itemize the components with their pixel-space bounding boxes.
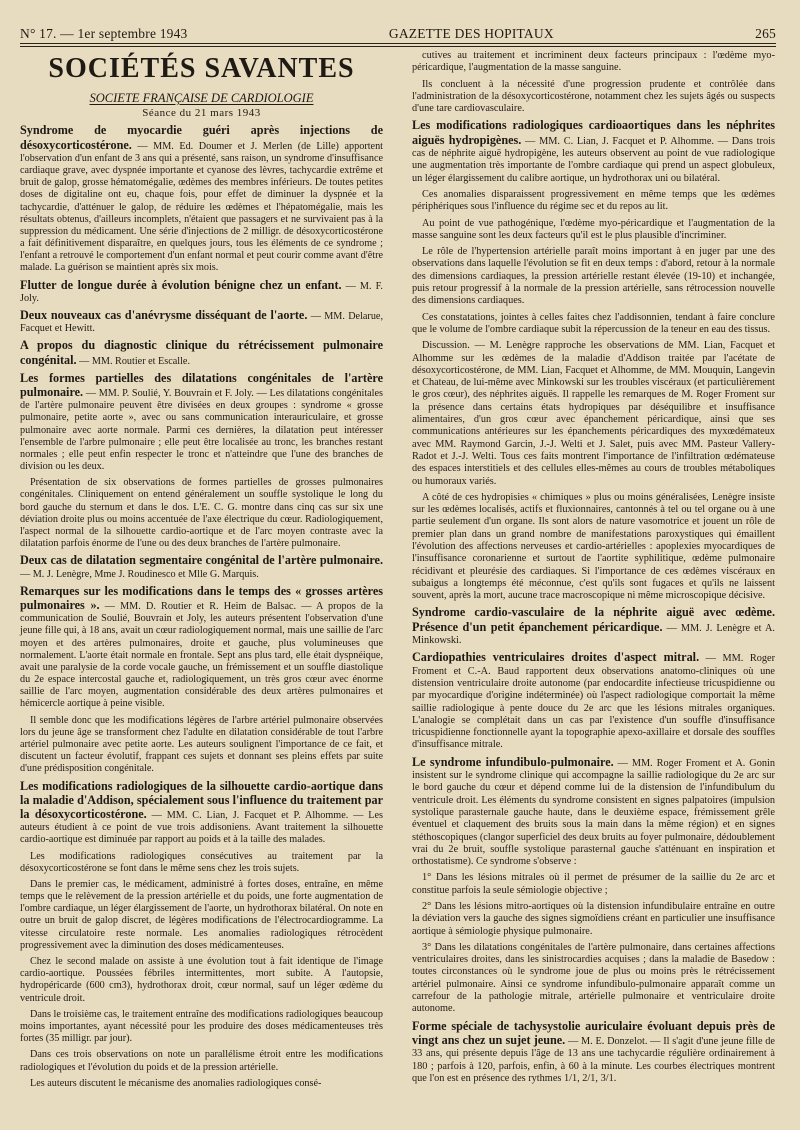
paragraph-text: — MM. C. Lian, J. Facquet et P. Alhomme. — Les auteurs étudient à ce point de vue trois addisoniens. Avant traitement la silhouette cardio-aortique est diminuée par rapport au poids et à la taille des malades. bbox=[20, 809, 384, 846]
paragraph bbox=[20, 554, 383, 580]
communication-title: Les modifications radiologiques cardioaortiques dans les néphrites aiguës hydropigènes. bbox=[412, 118, 775, 147]
paragraph-text: Les modifications radiologiques consécutives au traitement par la désoxycorticostérone se font dans le même sens chez les trois sujets. bbox=[20, 850, 383, 874]
journal-title: GAZETTE DES HOPITAUX bbox=[388, 26, 554, 41]
paragraph-text: Il semble donc que les modifications légères de l'arbre artériel pulmonaire observées lors du jeune âge se transforment chez l'adulte en dilatation considérable de tout l'arbre artériel pulmonaire avec petite aorte. Les auteurs soulignent l'importance de ce fait, et discutent un facteur évolutif, frappant ces sujets et donnant ses pleins effets par suite d'une prédisposition congénitale. bbox=[20, 714, 383, 775]
paragraph bbox=[412, 119, 775, 184]
paragraph bbox=[412, 218, 775, 243]
paragraph bbox=[412, 872, 775, 897]
paragraph-text: Dans le premier cas, le médicament, administré à fortes doses, entraîne, en même temps que le relèvement de la pression artérielle et du poids, une forte augmentation de l'ombre cardiaque, un léger élargissement de l'aorte, un hydrothorax bilatéral. On note en outre un bruit de galop discret, de légères modifications de l'électrocardiogramme. La vitesse circulatoire reste normale. Les anomalies radiologiques rétrocèdent progressivement avec la diminution des doses médicamenteuses. bbox=[20, 878, 383, 951]
paragraph-text: — MM. P. Soulié, Y. Bouvrain et F. Joly. — Les dilatations congénitales de l'artère pulmonaire peuvent être divisées en deux groupes : syndrome « grosse pulmonaire, petite aorte », avec ou sans communication interauriculaire, et grosse pulmonaire avec aorte normale. Parmi ces dernières, la dilatation peut intéresser l'ensemble de l'arbre pulmonaire ; elle peut être localisée au tronc, les branches restant normales ; elle peut enfin respecter le tronc et n'atteindre que l'une des branches de division ou les deux. bbox=[20, 387, 383, 473]
paragraph-text: 1° Dans les lésions mitrales où il permet de présumer de la saillie du 2e arc et constitue parfois la seule sémiologie objective ; bbox=[412, 872, 775, 896]
paragraph bbox=[412, 340, 775, 488]
paragraph-text: 2° Dans les lésions mitro-aortiques où la distension infundibulaire entraîne en outre la déviation vers la gauche des signes sigmoïdiens créant en particulier une insuffisance aortique à sémiologie physique pulmonaire. bbox=[412, 901, 775, 937]
communication-title: Forme spéciale de tachysystolie auriculaire évoluant depuis près de vingt ans chez un sujet jeune. bbox=[412, 1018, 775, 1047]
communication-title: Cardiopathies ventriculaires droites d'aspect mitral. bbox=[412, 650, 700, 665]
paragraph bbox=[20, 339, 383, 367]
paragraph-text: — MM. J. Lenègre et A. Minkowski. bbox=[412, 622, 775, 647]
paragraph bbox=[20, 851, 383, 875]
paragraph-text: Ces anomalies disparaissent progressivement en même temps que les œdèmes périphériques sous l'influence du régime sec et du repos au lit. bbox=[412, 188, 775, 213]
paragraph bbox=[20, 1009, 383, 1046]
paragraph-text: Ces constatations, jointes à celles faites chez l'addisonnien, tendant à faire conclure que le volume de l'ombre cardiaque subit la répercussion de la teneur en eau des tissus. bbox=[412, 311, 775, 335]
paragraph bbox=[20, 372, 383, 474]
paragraph bbox=[20, 585, 383, 711]
communication-title: Les formes partielles des dilatations congénitales de l'artère pulmonaire. bbox=[20, 370, 383, 399]
paragraph-text: — MM. Roger Froment et A. Gonin insistent sur le syndrome clinique qui accompagne la saillie radiologique du 2e arc sur le bord gauche du cœur et dépend comme lui de la distension de l'infundibulum du ventricule droit. Les éléments du syndrome consistent en signes palpatoires (impulsion systolique parasternale gauche haute, dans le deuxième espace, frémissement grêle éventuel et claquement des bruits sous la main dans la même région) et en signes stéthoscopiques (clangor superficiel des deux bruits au foyer pulmonaire, dédoublement vrai du 2e bruit, souffle systolique parasternal gauche s'atténuant en inspiration et orthostatisme). Ce syndrome s'observe : bbox=[412, 757, 776, 868]
paragraph-text: Discussion. — M. Lenègre rapproche les observations de MM. Lian, Facquet et Alhomme sur les œdèmes de la maladie d'Addison traitée par l'acétate de désoxycorticostérone, de MM. Lian, Facquet et Alhomme, de MM. Mouquin, Langevin et Chateau, de lui-même avec Minkowski sur les troubles viscéraux (et particulièrement le gros cœur), des néphrites aiguës. Il rappelle les remarques de M. Roger Froment sur la présence dans certains états hydropiques par déséquilibre et insuffisance alimentaires, d'un gros cœur avec épanchement péricardique, ainsi que ses communications antérieures sur les épanchements péricardiques des myxœdémateux avec MM. Raymond Garcin, J.-J. Welti et J. Salet, puis avec MM. Pasteur Vallery-Radot et J.-J. Welti. Tous ces faits montrent l'importance de l'infiltration œdémateuse des espaces interstitiels et des cellules elles-mêmes au cours de troubles métaboliques ou humoraux variés. bbox=[412, 340, 775, 487]
header-rule bbox=[20, 43, 776, 44]
paragraph-text: Présentation de six observations de formes partielles de grosses pulmonaires congénitales. Cliniquement on entend généralement un souffle systolique le long du bord gauche du sternum et dans le dos. L'E. C. G. montre dans cinq cas sur six une déviation droite plus ou moins accentuée de l'axe électrique du cœur. Radiologiquement, l'aspect normal de la silhouette cardio-aortique et de l'arc moyen contraste avec la dilatation parfois énorme de l'une ou des deux branches de l'artère pulmonaire. bbox=[20, 477, 383, 550]
right-column bbox=[412, 50, 775, 1089]
header-rule-double bbox=[20, 46, 776, 47]
communication-title: Remarques sur les modifications dans le temps des « grosses artères pulmonaires ». bbox=[20, 583, 383, 612]
issue-label: N° 17. — 1er septembre 1943 bbox=[20, 26, 188, 41]
paragraph bbox=[412, 606, 775, 647]
paragraph-text: — MM. Roger Froment et C.-A. Baud rapportent deux observations anatomo-cliniques où une distension ventriculaire droite autonome (par endocardite infectieuse tricuspidienne ou par myocardique d'origine indéterminée) où l'aspect radiologique comportait la même saillie radiologique à pente douce du 2e arc que les lésions mitrales organiques. L'analogie se complétait dans un cas par l'existence d'un souffle d'insuffisance tricuspidienne fonctionnelle ayant la topographie apexo-axillaire et dorsale des souffles d'insuffisance mitrale. bbox=[412, 653, 775, 751]
paragraph bbox=[20, 309, 383, 335]
left-article-list bbox=[20, 124, 383, 1090]
paragraph bbox=[20, 956, 383, 1005]
right-article-list bbox=[412, 50, 775, 1085]
communication-title: Flutter de longue durée à évolution bénigne chez un enfant. bbox=[20, 277, 342, 292]
communication-title: Syndrome cardio-vasculaire de la néphrite aiguë avec œdème. Présence d'un petit épanchement péricardique. bbox=[412, 605, 775, 634]
communication-title: Deux nouveaux cas d'anévrysme disséquant de l'aorte. bbox=[20, 308, 308, 322]
paragraph-text: A côté de ces hydropisies « chimiques » plus ou moins généralisées, Lenègre insiste sur les œdèmes localisés, actifs et fluxionnaires, cantonnés à tel ou tel organe ou à une partie seulement d'un organe. Ils sont alors de nature vasomotrice et jouent un rôle de premier plan dans un grand nombre de manifestations paroxystiques qui émaillent l'évolution des affections nerveuses et cardio-artérielles : apoplexies myocardiques de l'insuffisance coronarienne et surtout de l'aortite syphilitique, œdème pulmonaire récidivant et pleurésie des cardiaques. Si l'importance de ces œdèmes viscéraux en subaigus a longtemps été méconnue, c'est qu'ils sont fugaces et qu'ils ne laissent souvent, après la mort, aucune trace macroscopique ni même microscopique décisive. bbox=[412, 491, 775, 602]
paragraph-text: Dans ces trois observations on note un parallélisme étroit entre les modifications radiologiques et l'évolution du poids et de la pression artérielle. bbox=[20, 1049, 383, 1073]
paragraph-text: Dans le troisième cas, le traitement entraîne des modifications radiologiques beaucoup moins importantes, ayant nécessité pour les produire des doses médicamenteuses très fortes (35 milligr. par jour). bbox=[20, 1008, 383, 1045]
paragraph-text: — M. E. Donzelot. — Il s'agit d'une jeune fille de 33 ans, qui présente depuis l'âge de 13 ans une tachycardie régulière ordinairement à 180 ; parfois à 120, parfois, enfin, à 60 à la minute. Les courbes électriques montrent que l'on est en présence des rythmes 1/1, 2/1, 3/1. bbox=[412, 1035, 775, 1084]
paragraph bbox=[20, 279, 383, 305]
left-column bbox=[20, 50, 383, 1094]
paragraph bbox=[412, 246, 775, 307]
paragraph bbox=[412, 651, 775, 751]
paragraph bbox=[412, 79, 775, 116]
paragraph bbox=[412, 189, 775, 214]
seance-date: Séance du 21 mars 1943 bbox=[142, 107, 261, 120]
paragraph bbox=[412, 50, 775, 75]
paragraph bbox=[412, 492, 775, 603]
paragraph bbox=[20, 1078, 383, 1090]
paragraph-text: Au point de vue pathogénique, l'œdème myo-péricardique et l'augmentation de la masse sanguine sont les deux facteurs qu'il est le plus plausible d'incriminer. bbox=[412, 217, 775, 241]
paragraph-text: — MM. C. Lian, J. Facquet et P. Alhomme. — Dans trois cas de néphrite aiguë hydropigène, les auteurs observent au point de vue radiologique une augmentation très importante de l'ombre cardiaque qui prend un aspect globuleux, un léger élargissement du calibre aortique, un hydrothorax uni ou bilatéral. bbox=[412, 135, 775, 184]
paragraph bbox=[20, 124, 383, 274]
paragraph-text: — MM. D. Routier et R. Heim de Balsac. — A propos de la communication de Soulié, Bouvrain et Joly, les auteurs présentent l'observation d'une jeune fille qui, à 18 ans, avait un cœur radiologiquement normal, mais une saillie de l'arc moyen et des artères pulmonaires, droite et gauche, plus volumineuses que normalement. L'aorte était normale en frontale. Sept ans plus tard, elle était dyspnéique, avait une paralysie de la corde vocale gauche, un frémissement et un souffle diastolique du 2e espace intercostal gauche et, radiologiquement, un très gros cœur avec énorme saillie de l'arc moyen, augmentation considérable des deux artères pulmonaires et hémicercle aortique à peine visible. bbox=[20, 600, 384, 710]
paragraph-text: — M. J. Lenègre, Mme J. Roudinesco et Mlle G. Marquis. bbox=[20, 568, 259, 580]
paragraph-text: cutives au traitement et incriminent deux facteurs principaux : l'œdème myo-péricardique, l'augmentation de la masse sanguine. bbox=[412, 50, 775, 74]
paragraph bbox=[412, 1020, 775, 1085]
paragraph bbox=[20, 1049, 383, 1073]
paragraph bbox=[20, 780, 383, 847]
communication-title: Les modifications radiologiques de la silhouette cardio-aortique dans la maladie d'Addison, spécialement sous l'influence du traitement par la désoxycorticostérone. bbox=[20, 778, 383, 821]
paragraph bbox=[412, 312, 775, 337]
paragraph bbox=[20, 477, 383, 550]
paragraph-text: Ils concluent à la nécessité d'une progression prudente et contrôlée dans l'administration de la désoxycorticostérone, notamment chez les sujets âgés ou suspects d'une tare cardiovasculaire. bbox=[412, 78, 775, 115]
paragraph bbox=[412, 756, 775, 869]
communication-title: A propos du diagnostic clinique du rétrécissement pulmonaire congénital. bbox=[20, 338, 383, 367]
paragraph-text: — MM. Delarue, Facquet et Hewitt. bbox=[20, 311, 383, 335]
paragraph bbox=[20, 879, 383, 952]
society-title: SOCIETE FRANÇAISE DE CARDIOLOGIE bbox=[89, 91, 314, 105]
paragraph-text: 3° Dans les dilatations congénitales de l'artère pulmonaire, dans certaines affections ventriculaires droites, dans les sinistrocardies acquises ; dans la maladie de Basedow : toutes circonstances où le syndrome joue de plus ou moins près le rétrécissement artériel pulmonaire. Ainsi ce syndrome infundibulo-pulmonaire apparaît comme un carrefour de la pathologie mitrale, artérielle pulmonaire et ventriculaire droite autonome. bbox=[412, 941, 775, 1015]
page-header bbox=[20, 18, 776, 42]
paragraph bbox=[412, 901, 775, 938]
paragraph-text: — MM. Ed. Doumer et J. Merlen (de Lille) apportent l'observation d'un enfant de 3 ans qui a présenté, sans raison, un syndrome d'insuffisance cardiaque grave, avec dyspnée importante et cyanose des lèvres, tachycardie extrême et bruit de galop, grosse hématomégalie, œdèmes des membres inférieurs. De toutes petites doses de digitaline ont eu, chaque fois, pour effet de diminuer la dyspnée et la tachycardie, d'atténuer le galop, de réduire les œdèmes et l'hépatomégalie, mais les résultats obtenus, d'ailleurs incomplets, n'étaient que passagers et ne survivaient pas à la suppression du médicament. Une série d'injections de 2 milligr. de désoxycorticostérone a fait définitivement disparaître, en quelques jours, tous les éléments de ce syndrome ; l'enfant a retrouvé le comportement d'un enfant normal et peut courir comme avant d'être malade. La guérison se maintient après six mois. bbox=[20, 140, 383, 274]
paragraph-text: Le rôle de l'hypertension artérielle paraît moins important à en juger par une des observations dans laquelle l'évolution se fit en deux temps : d'abord, retour à la normale des dimensions cardiaques, la pression artérielle restant élevée (19-10) et inchangée, puis retour progressif à la normale de la pression artérielle, sans rétrocession nouvelle des dimensions cardiaques. bbox=[412, 246, 775, 307]
communication-title: Syndrome de myocardie guéri après injections de désoxycorticostérone. bbox=[20, 123, 383, 152]
paragraph-text: Les auteurs discutent le mécanisme des anomalies radiologiques consé- bbox=[30, 1077, 322, 1089]
paragraph bbox=[412, 942, 775, 1016]
communication-title: Deux cas de dilatation segmentaire congénital de l'artère pulmonaire. bbox=[20, 553, 383, 568]
paragraph-text: Chez le second malade on assiste à une évolution tout à fait identique de l'image cardio-aortique. Poussées fébriles intermittentes, mort subite. A l'autopsie, hydropéricarde (600 cm3), hydrothorax droit, cœur normal, sauf un léger œdème du ventricule droit. bbox=[20, 956, 383, 1004]
section-title: SOCIÉTÉS SAVANTES bbox=[48, 53, 355, 84]
paragraph-text: — MM. Routier et Escalle. bbox=[76, 355, 191, 367]
paragraph-text: — M. F. Joly. bbox=[20, 280, 383, 304]
communication-title: Le syndrome infundibulo-pulmonaire. bbox=[412, 754, 614, 769]
page-number: 265 bbox=[755, 26, 776, 41]
paragraph bbox=[20, 715, 383, 776]
